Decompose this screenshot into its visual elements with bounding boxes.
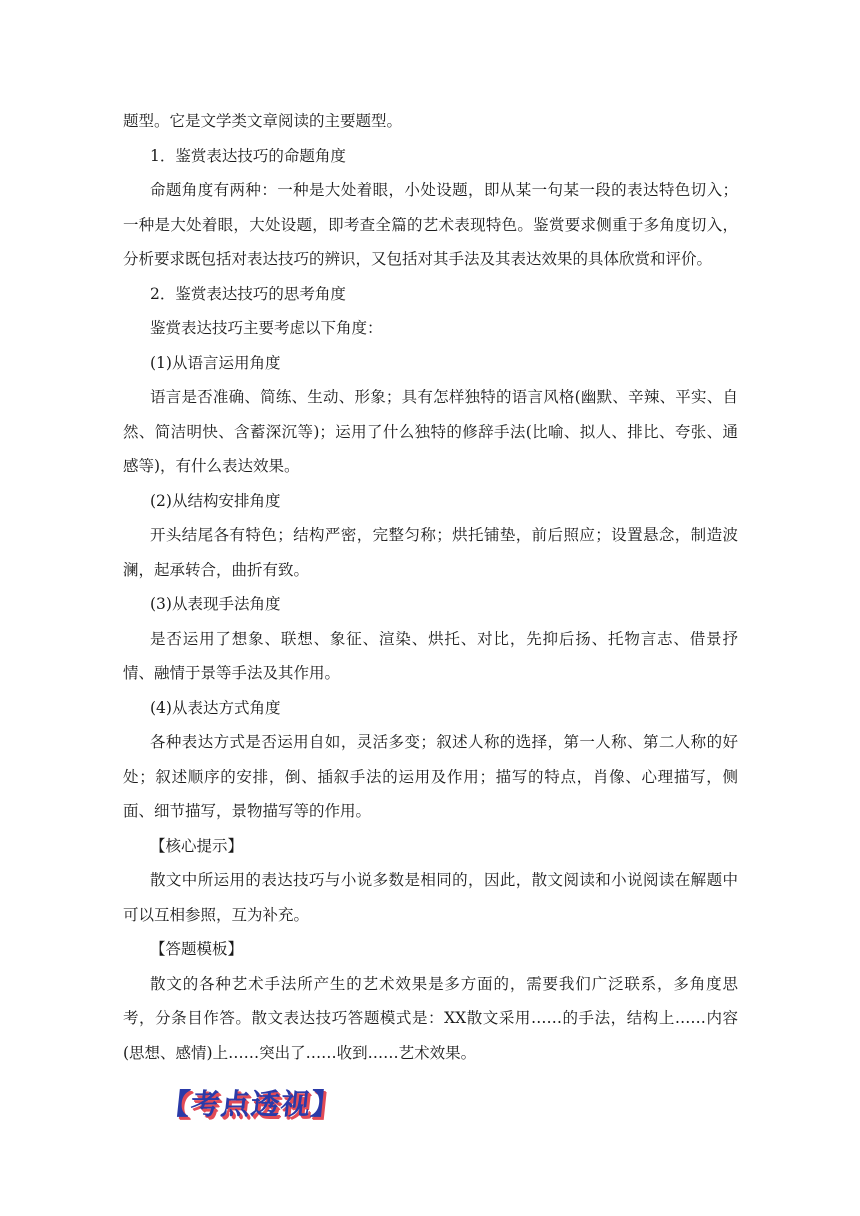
heading-question-angle: 1．鉴赏表达技巧的命题角度 (150, 146, 346, 165)
document-page (123, 104, 738, 1123)
paragraph-language: 语言是否准确、简练、生动、形象；具有怎样独特的语言风格(幽默、辛辣、平实、自然、简洁明快、含蓄深沉等)；运用了什么独特的修辞手法(比喻、拟人、排比、夸张、通感等)，有什么表达效果。 (123, 388, 738, 475)
paragraph-expression: 各种表达方式是否运用自如，灵活多变；叙述人称的选择，第一人称、第二人称的好处；叙述顺序的安排，倒、插叙手法的运用及作用；描写的特点，肖像、心理描写，侧面、细节描写，景物描写等的作用。 (123, 733, 738, 820)
paragraph-intro-tail: 题型。它是文学类文章阅读的主要题型。 (123, 112, 403, 130)
paragraph-thinking-intro: 鉴赏表达技巧主要考虑以下角度： (150, 319, 383, 337)
heading-answer-template: 【答题模板】 (150, 940, 244, 958)
section-banner-kaodian-toushi: 【考点透视】 (159, 1087, 343, 1121)
paragraph-technique: 是否运用了想象、联想、象征、渲染、烘托、对比，先抑后扬、托物言志、借景抒情、融情于景等手法及其作用。 (123, 629, 738, 682)
heading-thinking-angle: 2．鉴赏表达技巧的思考角度 (150, 284, 346, 303)
subheading-expression: (4)从表达方式角度 (150, 698, 281, 717)
paragraph-question-angle: 命题角度有两种：一种是大处着眼，小处设题，即从某一句某一段的表达特色切入；一种是大处着眼，大处设题，即考查全篇的艺术表现特色。鉴赏要求侧重于多角度切入，分析要求既包括对表达技巧的辨识，又包括对其手法及其表达效果的具体欣赏和评价。 (123, 181, 738, 268)
subheading-structure: (2)从结构安排角度 (150, 491, 281, 510)
subheading-technique: (3)从表现手法角度 (150, 595, 281, 613)
paragraph-structure: 开头结尾各有特色；结构严密，完整匀称；烘托铺垫，前后照应；设置悬念，制造波澜，起承转合，曲折有致。 (123, 526, 738, 579)
paragraph-answer-template: 散文的各种艺术手法所产生的艺术效果是多方面的，需要我们广泛联系，多角度思考，分条目作答。散文表达技巧答题模式是：XX散文采用……的手法，结构上……内容(思想、感情)上……突出了……收到……艺术效果。 (123, 974, 738, 1062)
subheading-language: (1)从语言运用角度 (150, 353, 281, 372)
heading-core-tip: 【核心提示】 (150, 836, 244, 855)
paragraph-core-tip: 散文中所运用的表达技巧与小说多数是相同的，因此，散文阅读和小说阅读在解题中可以互相参照，互为补充。 (123, 871, 738, 924)
